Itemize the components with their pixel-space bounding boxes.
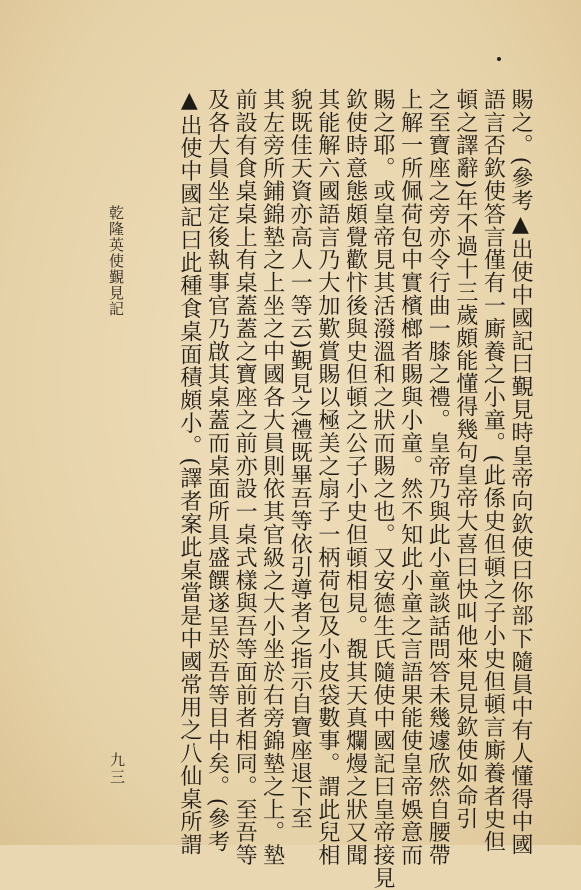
text-column: 欽使時意態頗覺歡忭後與史但頓之公子小史但頓相見。覩其天真爛熳之狀又聞 [342,88,368,867]
text-column: 其左旁所鋪錦墊之上坐之中國各大員則依其官級之大小坐於右旁錦墊之上。墊 [259,88,285,867]
ink-dot [497,57,501,61]
text-column: 上解一所佩荷包中實檳榔者賜與小童。然不知此小童之言語果能使皇帝娛意而 [397,88,423,867]
text-column: ▲出使中國記曰此種食桌面積頗小。(譯者案此桌當是中國常用之八仙桌所謂 [176,88,202,857]
text-column: 語言否欽使答言僅有一廝養之小童。(此係史但頓之子小史但頓言廝養者史但 [480,88,506,854]
text-column: 頓之譯辭)年不過十三歲頗能懂得幾句皇帝大喜曰快叫他來見見欽使如命引 [452,88,478,831]
text-column: 賜之。(參考▲出使中國記曰覲見時皇帝向欽使曰你部下隨員中有人懂得中國 [508,88,533,857]
text-column: 前設有食桌桌上有桌蓋蓋之寶座之前亦設一桌式樣與吾等面前者相同。至吾等 [232,88,258,867]
text-column: 及各大員坐定後執事官乃啟其桌蓋而桌面所具盛饌遂呈於吾等目中矣。(參考 [204,88,230,854]
book-title-header: 乾隆英使覲見記 [107,205,125,317]
text-column: 其能解六國語言乃大加歎賞賜以極美之扇子一柄荷包及小皮袋數事。謂此兒相 [314,88,340,867]
page-number: 九三 [108,752,126,786]
text-column: 貌既佳天資亦高人一等云)覲見之禮既畢吾等依引導者之指示自寶座退下至 [287,88,313,831]
text-column: 之至寶座之旁亦令行曲一膝之禮。皇帝乃與此小童談話問答未幾遽欣然自腰帶 [425,88,451,867]
vertical-text-body [175,88,534,890]
text-column: 賜之耶。或皇帝見其活潑溫和之狀而賜之也。又安德生氏隨使中國記曰皇帝接見 [370,88,396,890]
